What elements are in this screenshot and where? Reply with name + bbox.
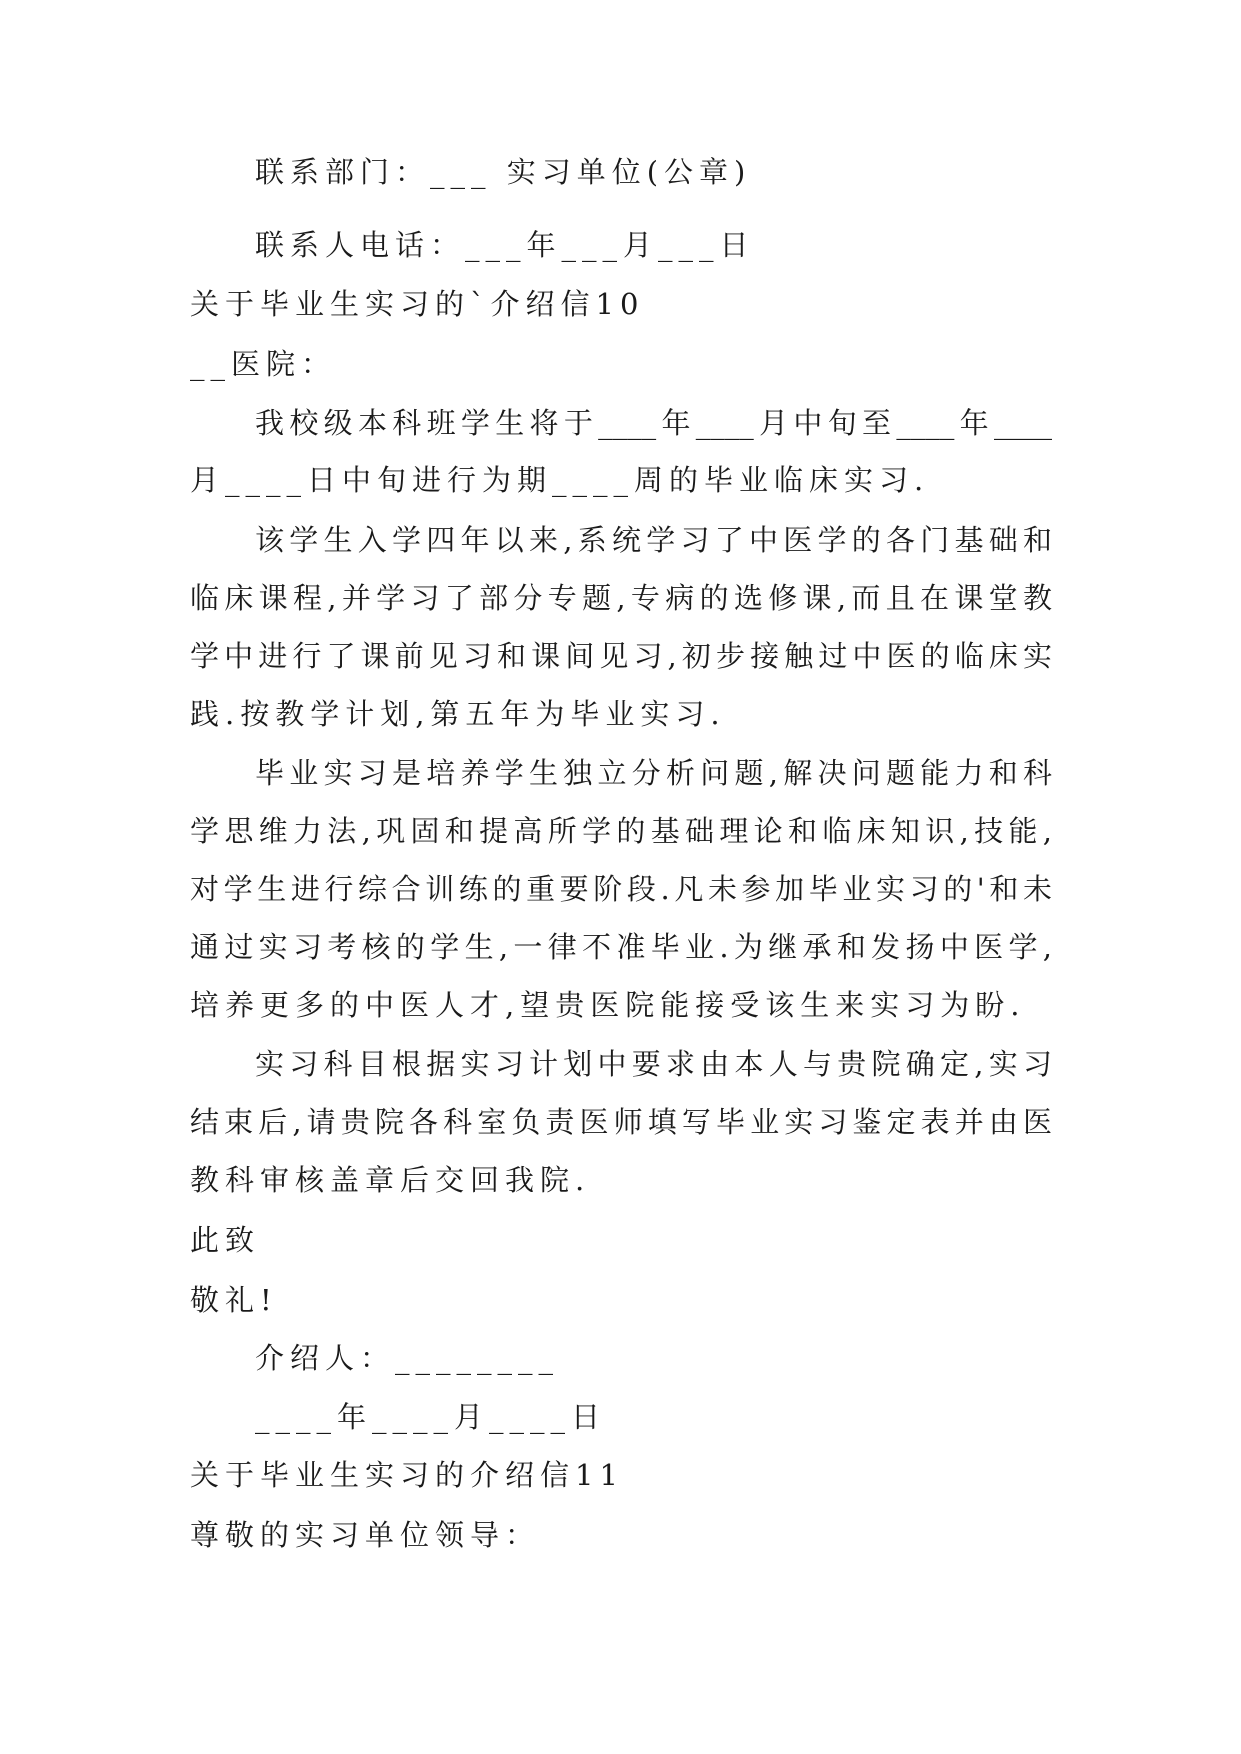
introducer-line: 介绍人：________	[255, 1341, 560, 1375]
paragraph-1-line-1: 我校级本科班学生将于____年____月中旬至____年____	[255, 406, 1052, 440]
paragraph-4-line-2: 结束后,请贵院各科室负责医师填写毕业实习鉴定表并由医	[190, 1105, 1052, 1139]
paragraph-2-line-4: 践.按教学计划,第五年为毕业实习.	[190, 697, 726, 731]
contact-department-line: 联系部门：___ 实习单位(公章)	[255, 155, 752, 189]
closing-jingli: 敬礼!	[190, 1283, 278, 1317]
paragraph-3-line-5: 培养更多的中医人才,望贵医院能接受该生来实习为盼.	[190, 988, 1026, 1022]
salutation-leader: 尊敬的实习单位领导：	[190, 1518, 541, 1552]
paragraph-3-line-3: 对学生进行综合训练的重要阶段.凡未参加毕业实习的'和未	[190, 872, 1052, 906]
paragraph-2-line-2: 临床课程,并学习了部分专题,专病的选修课,而且在课堂教	[190, 581, 1052, 615]
paragraph-3-line-4: 通过实习考核的学生,一律不准毕业.为继承和发扬中医学,	[190, 930, 1052, 964]
closing-cizhi: 此致	[190, 1223, 261, 1257]
contact-phone-date-line: 联系人电话：___年___月___日	[255, 228, 755, 262]
paragraph-3-line-1: 毕业实习是培养学生独立分析问题,解决问题能力和科	[255, 756, 1052, 790]
section-title-11: 关于毕业生实习的介绍信11	[190, 1458, 624, 1492]
section-title-10: 关于毕业生实习的`介绍信10	[190, 287, 645, 321]
salutation-hospital: __医院：	[190, 347, 337, 381]
paragraph-2-line-3: 学中进行了课前见习和课间见习,初步接触过中医的临床实	[190, 639, 1052, 673]
signature-date-line: ____年____月____日	[255, 1400, 607, 1434]
paragraph-3-line-2: 学思维力法,巩固和提高所学的基础理论和临床知识,技能,	[190, 814, 1052, 848]
paragraph-4-line-3: 教科审核盖章后交回我院.	[190, 1163, 591, 1197]
paragraph-1-line-2: 月____日中旬进行为期____周的毕业临床实习.	[190, 463, 930, 497]
paragraph-4-line-1: 实习科目根据实习计划中要求由本人与贵院确定,实习	[255, 1047, 1052, 1081]
paragraph-2-line-1: 该学生入学四年以来,系统学习了中医学的各门基础和	[255, 523, 1052, 557]
